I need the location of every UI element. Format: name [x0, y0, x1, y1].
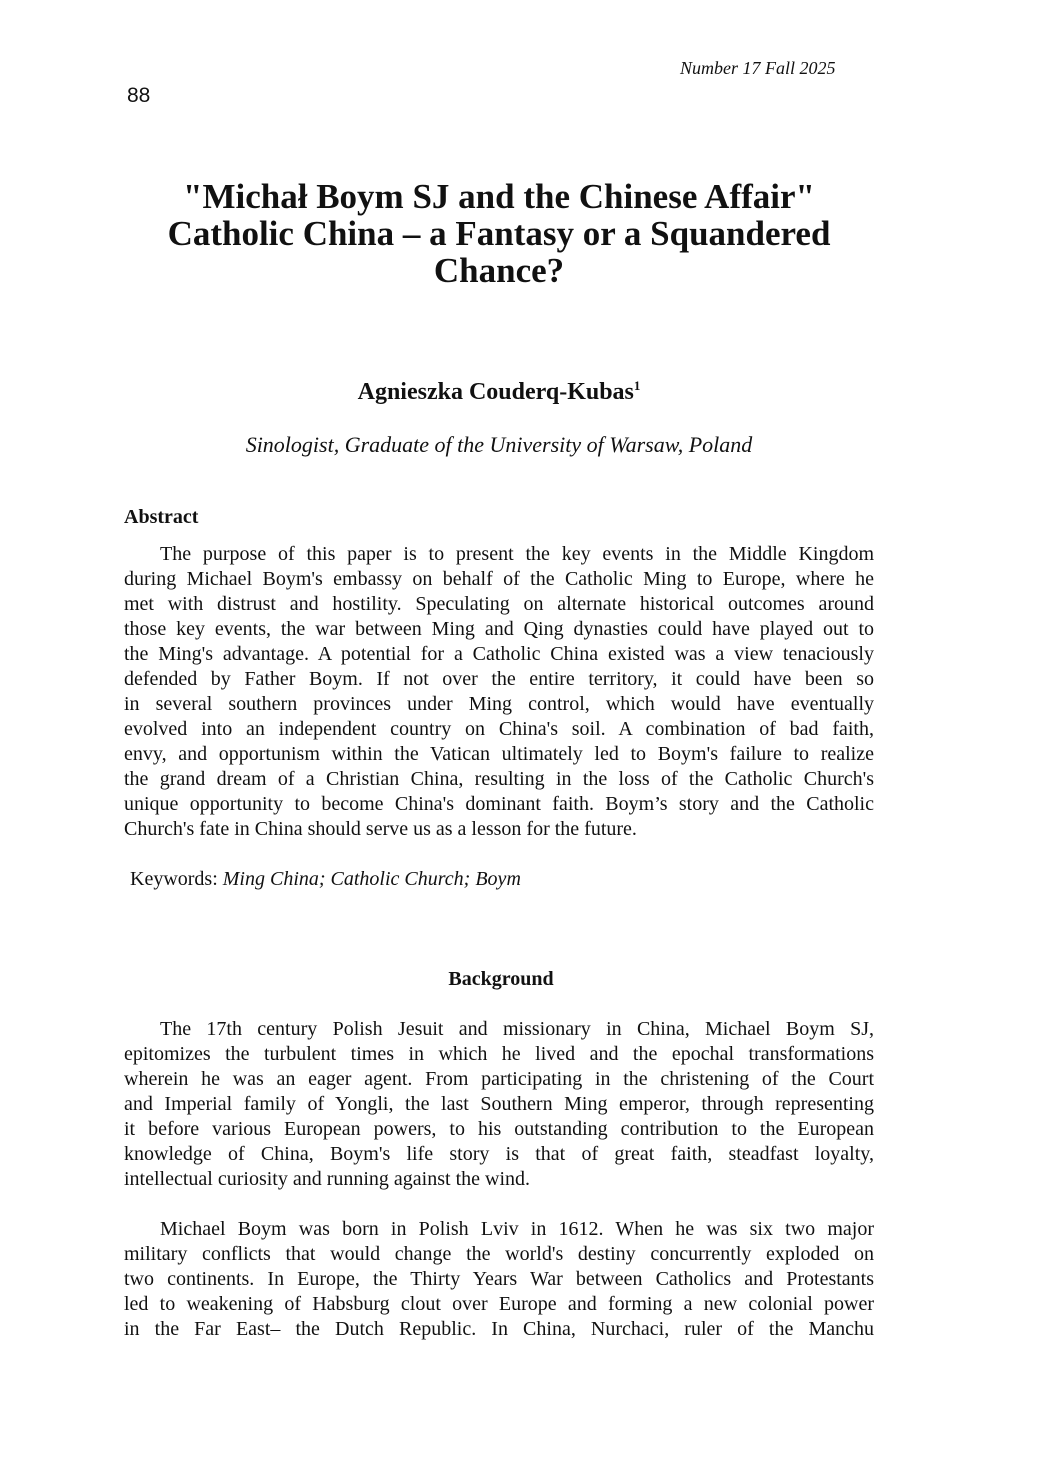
text-line: in the Far East– the Dutch Republic. In China, Nurchaci, ruler of the Manchu [124, 1318, 874, 1340]
text-line: those key events, the war between Ming and Qing dynasties could have played out to [124, 618, 874, 640]
text-line: envy, and opportunism within the Vatican ultimately led to Boym's failure to realize [124, 743, 874, 765]
running-head: Number 17 Fall 2025 [680, 58, 836, 78]
keywords-value: Ming China; Catholic Church; Boym [222, 868, 521, 890]
text-line: during Michael Boym's embassy on behalf of the Catholic Ming to Europe, where he [124, 568, 874, 590]
background-paragraph-1 [124, 1017, 874, 1192]
paper-title [120, 178, 878, 289]
text-line: The 17th century Polish Jesuit and missionary in China, Michael Boym SJ, [160, 1018, 874, 1040]
text-line: led to weakening of Habsburg clout over Europe and forming a new colonial power [124, 1293, 874, 1315]
text-line: epitomizes the turbulent times in which he lived and the epochal transformations [124, 1043, 874, 1065]
text-line: met with distrust and hostility. Speculating on alternate historical outcomes around [124, 593, 874, 615]
text-line: unique opportunity to become China's dominant faith. Boym’s story and the Catholic [124, 793, 874, 815]
author-name: Agnieszka Couderq-Kubas [357, 379, 634, 405]
text-line: evolved into an independent country on China's soil. A combination of bad faith, [124, 718, 874, 740]
text-line: defended by Father Boym. If not over the entire territory, it could have been so [124, 668, 874, 690]
text-line: Michael Boym was born in Polish Lviv in 1612. When he was six two major [160, 1218, 874, 1240]
keywords [130, 868, 521, 891]
text-line: in several southern provinces under Ming control, which would have eventually [124, 693, 874, 715]
keywords-label: Keywords: [130, 868, 218, 890]
text-line: the Ming's advantage. A potential for a Catholic China existed was a view tenaciously [124, 643, 874, 665]
page-number: 88 [127, 84, 151, 107]
text-line: it before various European powers, to his outstanding contribution to the European [124, 1118, 874, 1140]
author-affiliation: Sinologist, Graduate of the University of Warsaw, Poland [245, 432, 753, 457]
text-line: two continents. In Europe, the Thirty Years War between Catholics and Protestants [124, 1268, 874, 1290]
title-line: "Michał Boym SJ and the Chinese Affair" [183, 177, 815, 216]
text-line: knowledge of China, Boym's life story is that of great faith, steadfast loyalty, [124, 1143, 874, 1165]
text-line: and Imperial family of Yongli, the last Southern Ming emperor, through representing [124, 1093, 874, 1115]
section-heading-background: Background [448, 968, 554, 990]
text-line: wherein he was an eager agent. From participating in the christening of the Court [124, 1068, 874, 1090]
title-line: Chance? [433, 251, 565, 290]
footnote-marker[interactable]: 1 [633, 378, 641, 393]
abstract-paragraph [124, 542, 874, 842]
title-line: Catholic China – a Fantasy or a Squandered [167, 214, 831, 253]
text-line: The purpose of this paper is to present the key events in the Middle Kingdom [160, 543, 874, 565]
text-line: intellectual curiosity and running against the wind. [124, 1168, 531, 1190]
author-line [120, 378, 878, 406]
background-paragraph-2 [124, 1217, 874, 1342]
text-line: military conflicts that would change the world's destiny concurrently exploded on [124, 1243, 874, 1265]
abstract-heading: Abstract [124, 506, 199, 528]
text-line: Church's fate in China should serve us as a lesson for the future. [124, 818, 637, 840]
text-line: the grand dream of a Christian China, resulting in the loss of the Catholic Church's [124, 768, 874, 790]
